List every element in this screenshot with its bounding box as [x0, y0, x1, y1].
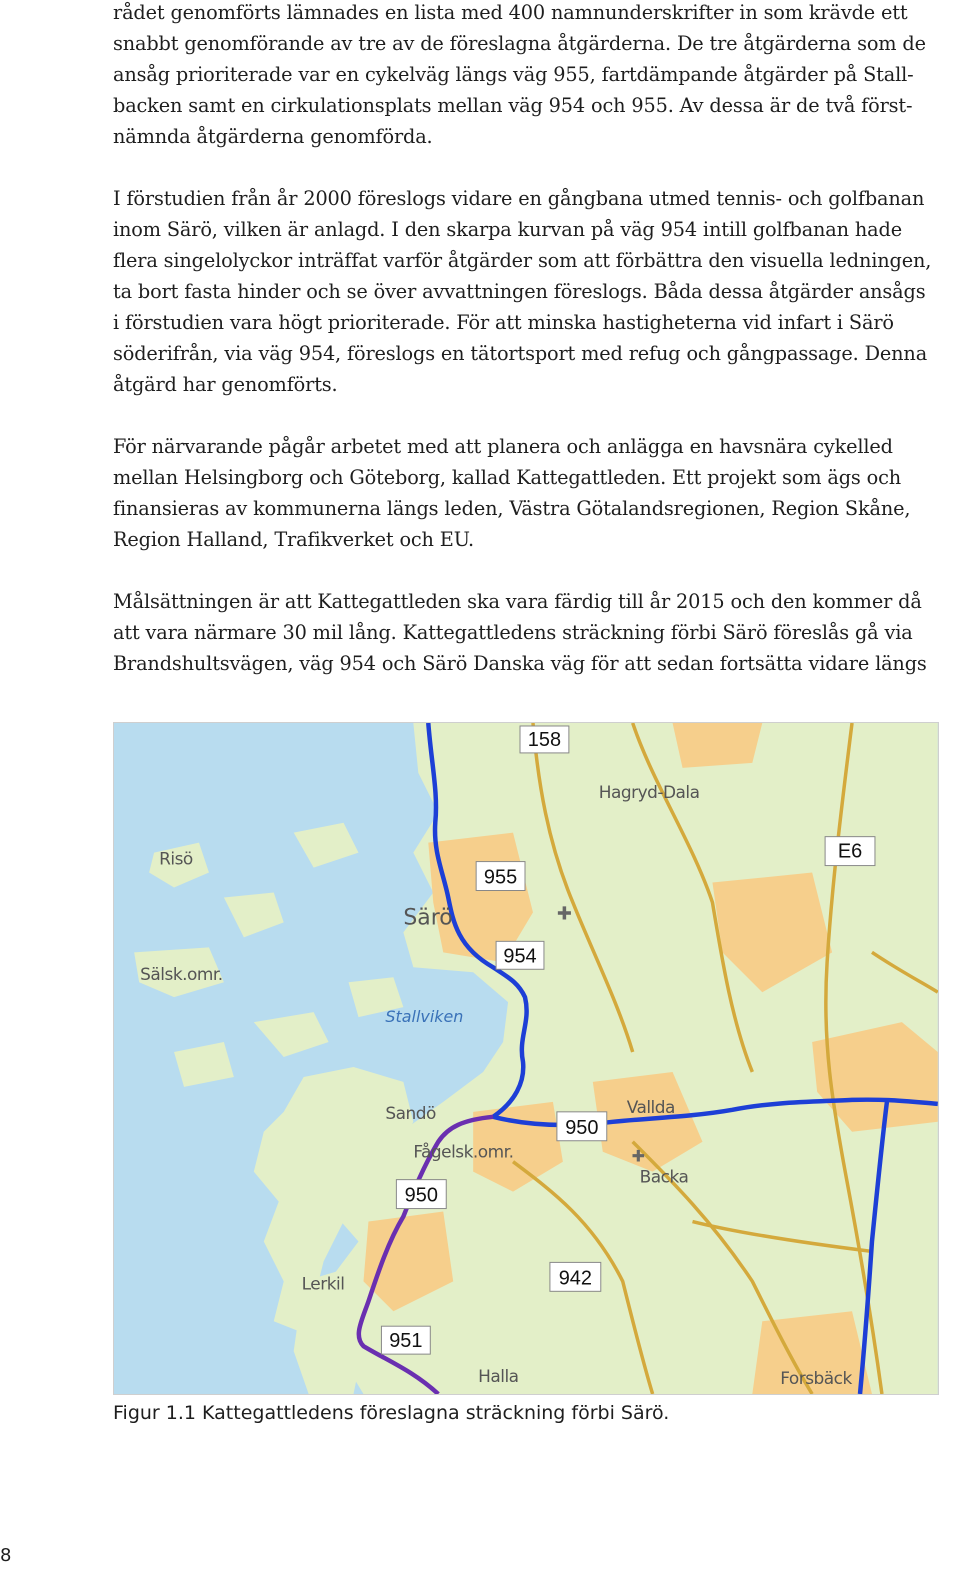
place-stallviken: Stallviken	[385, 1007, 464, 1027]
place-salsk: Sälsk.omr.	[140, 964, 223, 985]
road-label-e6: E6	[837, 840, 863, 863]
text-line: åtgärd har genomförts.	[113, 373, 338, 396]
text-line: söderifrån, via väg 954, föreslogs en tätortsport med refug och gångpassage. Denna	[113, 342, 928, 365]
place-fagelsk: Fågelsk.omr.	[413, 1141, 514, 1162]
church-icon: ✚	[556, 903, 572, 925]
paragraph-3	[113, 431, 948, 555]
text-line: i förstudien vara högt prioriterade. För att minska hastigheterna vid infart i Särö	[113, 311, 894, 334]
road-shield-955	[476, 862, 525, 891]
paragraph-1	[113, 0, 948, 152]
road-label-955: 955	[483, 866, 518, 889]
place-forsback: Forsbäck	[780, 1368, 852, 1389]
figure-caption: Figur 1.1 Kattegattledens föreslagna sträckning förbi Särö.	[113, 1402, 670, 1424]
road-label-954: 954	[503, 945, 537, 968]
body-text	[113, 0, 948, 710]
text-line: ta bort fasta hinder och se över avvattningen föreslogs. Båda dessa åtgärder ansågs	[113, 280, 926, 303]
road-label-951: 951	[389, 1330, 423, 1353]
text-line: ansåg prioriterade var en cykelväg längs väg 955, fartdämpande åtgärder på Stall-	[113, 63, 914, 86]
text-line: rådet genomförts lämnades en lista med 400 namnunderskrifter in som krävde ett	[113, 1, 908, 24]
urban-area	[673, 723, 763, 768]
text-line: För närvarande pågår arbetet med att planera och anlägga en havsnära cykelled	[113, 435, 893, 458]
page-number: 8	[0, 1545, 12, 1566]
text-line: I förstudien från år 2000 föreslogs vidare en gångbana utmed tennis- och golfbanan	[113, 187, 925, 210]
road-shield-951	[381, 1326, 430, 1354]
text-line: backen samt en cirkulationsplats mellan väg 954 och 955. Av dessa är de två först-	[113, 94, 913, 117]
church-icon: ✚	[631, 1146, 646, 1166]
text-line: att vara närmare 30 mil lång. Kattegattledens sträckning förbi Särö föreslås gå via	[113, 621, 913, 644]
map-svg	[114, 723, 938, 1394]
road-shield-954	[496, 941, 544, 969]
route-map	[113, 722, 939, 1395]
paragraph-4	[113, 586, 948, 679]
text-line: inom Särö, vilken är anlagd. I den skarpa kurvan på väg 954 intill golfbanan hade	[113, 218, 902, 241]
place-halla: Halla	[478, 1366, 519, 1387]
text-line: Brandshultsvägen, väg 954 och Särö Danska väg för att sedan fortsätta vidare längs	[113, 652, 927, 675]
road-shield-e6	[825, 837, 875, 866]
text-line: flera singelolyckor inträffat varför åtgärder som att förbättra den visuella ledningen,	[113, 249, 932, 272]
text-line: snabbt genomförande av tre av de föreslagna åtgärderna. De tre åtgärderna som de	[113, 32, 926, 55]
place-backa: Backa	[639, 1166, 689, 1187]
place-sando: Sandö	[385, 1102, 436, 1123]
road-shield-158	[520, 726, 569, 753]
road-shield-950-east	[557, 1112, 607, 1141]
text-line: mellan Helsingborg och Göteborg, kallad Kattegattleden. Ett projekt som ägs och	[113, 466, 902, 489]
text-line: nämnda åtgärderna genomförda.	[113, 125, 433, 148]
road-label-942: 942	[558, 1267, 592, 1290]
place-saro: Särö	[403, 905, 453, 931]
road-label-158: 158	[527, 728, 562, 751]
road-label-950-west: 950	[404, 1184, 438, 1207]
place-valda: Vallda	[626, 1096, 675, 1117]
place-hagryd-dala: Hagryd-Dala	[598, 781, 700, 802]
text-line: Målsättningen är att Kattegattleden ska vara färdig till år 2015 och den kommer då	[113, 590, 922, 613]
paragraph-2	[113, 183, 948, 400]
place-lerkil: Lerkil	[301, 1273, 345, 1294]
road-shield-950-west	[396, 1180, 446, 1209]
text-line: Region Halland, Trafikverket och EU.	[113, 528, 475, 551]
text-line: finansieras av kommunerna längs leden, Västra Götalandsregionen, Region Skåne,	[113, 497, 911, 520]
road-shield-942	[550, 1262, 601, 1291]
place-riso: Risö	[159, 848, 193, 869]
road-label-950-east: 950	[565, 1116, 599, 1139]
